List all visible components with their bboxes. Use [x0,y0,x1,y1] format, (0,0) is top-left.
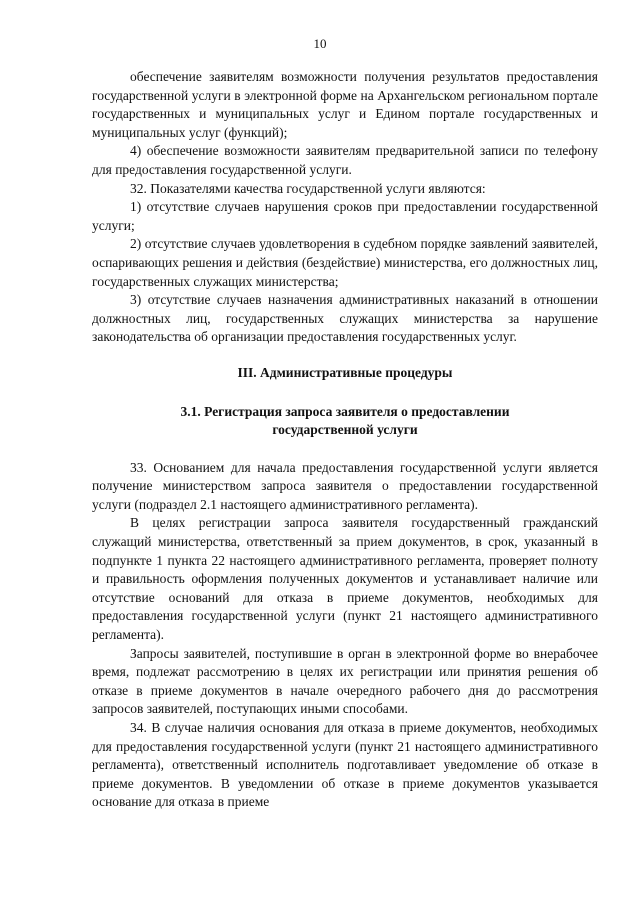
paragraph-quality-2: 2) отсутствие случаев удовлетворения в судебном порядке заявлений заявителей, оспаривающих решения и действия (бездействие) министерства, его должностных лиц, государственных служащих министерства; [92,236,598,289]
paragraph-quality-3: 3) отсутствие случаев назначения административных наказаний в отношении должностных лиц, государственных служащих министерства за нарушение законодательства об организации предоставления государственных услуг. [92,292,598,345]
paragraph-34: 34. В случае наличия основания для отказа в приеме документов, необходимых для предоставления государственной услуги (пункт 21 настоящего административного регламента), ответственный исполнитель подготавливает уведомление об отказе в приеме документов. В уведомлении об отказе в приеме документов указывается основание для отказа в приеме [92,720,598,810]
paragraph-continuation: обеспечение заявителям возможности получения результатов предоставления государственной услуги в электронной форме на Архангельском региональном портале государственных и муниципальных услуг и Едином портале государственных и муниципальных услуг (функций); [92,69,598,140]
document-body [92,68,598,812]
page-number: 10 [313,36,327,51]
paragraph-item-4: 4) обеспечение возможности заявителям предварительной записи по телефону для предоставления государственной услуги. [92,143,598,177]
paragraph-33: 33. Основанием для начала предоставления государственной услуги является получение министерством запроса заявителя о предоставлении государственной услуги (подраздел 2.1 настоящего административного регламента). [92,459,598,512]
subsection-heading-line1: 3.1. Регистрация запроса заявителя о предоставлении [180,403,510,419]
subsection-heading-line2: государственной услуги [272,422,418,438]
section-heading: III. Административные процедуры [237,364,453,380]
paragraph-32: 32. Показателями качества государственной услуги являются: [130,180,486,196]
paragraph-electronic-requests: Запросы заявителей, поступившие в орган в электронной форме во внерабочее время, подлежат рассмотрению в целях их регистрации или принятия решения об отказе в приеме документов в начале очередного рабочего дня до рассмотрения запросов заявителей, поступающих иными способами. [92,645,598,717]
paragraph-quality-1: 1) отсутствие случаев нарушения сроков при предоставлении государственной услуги; [92,199,598,233]
paragraph-registration: В целях регистрации запроса заявителя государственный гражданский служащий министерства, ответственный за прием документов, в срок, указанный в подпункте 1 пункта 22 настоящего административного регламента, проверяет полноту и правильность оформления полученных документов и устанавливает наличие или отсутствие оснований для отказа в приеме документов, необходимых для предоставления государственной услуги (пункт 21 настоящего административного регламента). [92,515,598,643]
